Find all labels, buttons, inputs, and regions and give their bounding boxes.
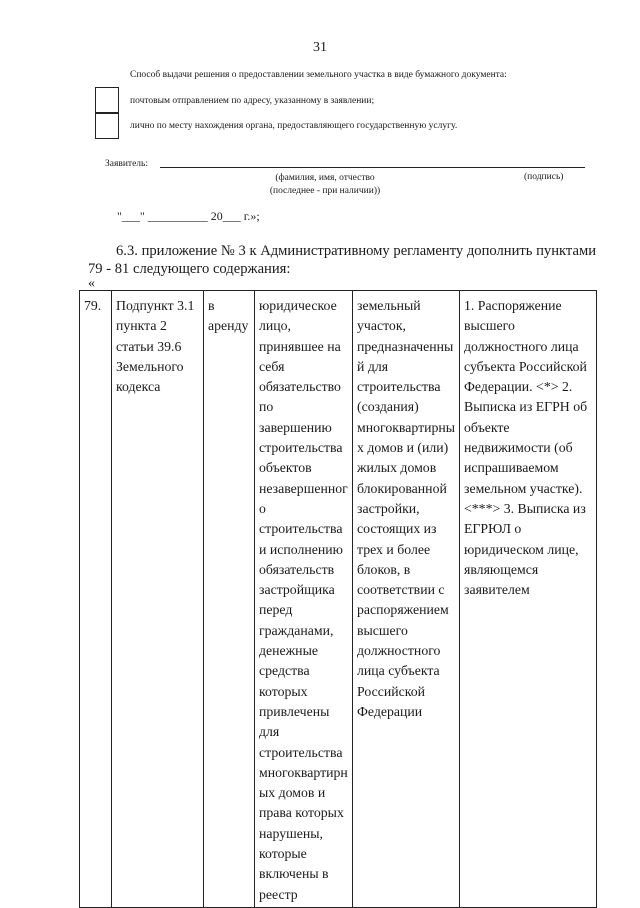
applicant-signature-line [160,167,585,168]
in-person-option-label: лично по месту нахождения органа, предоставляющего государственную услугу. [130,121,458,131]
page-number: 31 [313,40,327,55]
land-plot-cell: земельный участок, предназначенный для строительства (создания) многоквартирных домов и (или) жилых домов блокированной застройки, состоящих из трех и более блоков, в соответствии с распоряжением высшего должностного лица субъекта Российской Федерации [353,291,460,908]
fio-note-line-2: (последнее - при наличии)) [269,186,381,196]
amendment-paragraph: 6.3. приложение № 3 к Административному регламенту дополнить пунктами 79 - 81 следующего содержания: [88,243,596,277]
applicant-label: Заявитель: [105,159,148,169]
applicant-cell: юридическое лицо, принявшее на себя обязательство по завершению строительства объектов незавершенного строительства и исполнению обязательств застройщика перед гражданами, денежные средства которых привлечены для строительства многоквартирных домов и права которых нарушены, которые включены в реестр [255,291,353,908]
in-person-checkbox[interactable] [95,112,119,139]
legal-basis-cell: Подпункт 3.1 пункта 2 статьи 39.6 Земельного кодекса [112,291,204,908]
fio-note [240,172,410,198]
regulation-table [79,290,597,908]
postal-option-label: почтовым отправлением по адресу, указанному в заявлении; [130,96,375,106]
row-number-cell: 79. [80,291,112,908]
fio-note-line-1: (фамилия, имя, отчество [275,173,375,183]
postal-checkbox[interactable] [95,87,119,114]
signature-note: (подпись) [524,172,564,182]
table-row [80,291,597,908]
date-line: "___" __________ 20___ г.»; [117,209,260,223]
documents-cell: 1. Распоряжение высшего должностного лица субъекта Российской Федерации. <*> 2. Выписка из ЕГРН об объекте недвижимости (об испрашиваемом земельном участке). <***> 3. Выписка из ЕГРЮЛ о юридическом лице, являющемся заявителем [460,291,597,908]
open-quote: « [88,276,95,291]
issue-method-title: Способ выдачи решения о предоставлении земельного участка в виде бумажного документа: [130,70,507,80]
provision-type-cell: в аренду [204,291,255,908]
